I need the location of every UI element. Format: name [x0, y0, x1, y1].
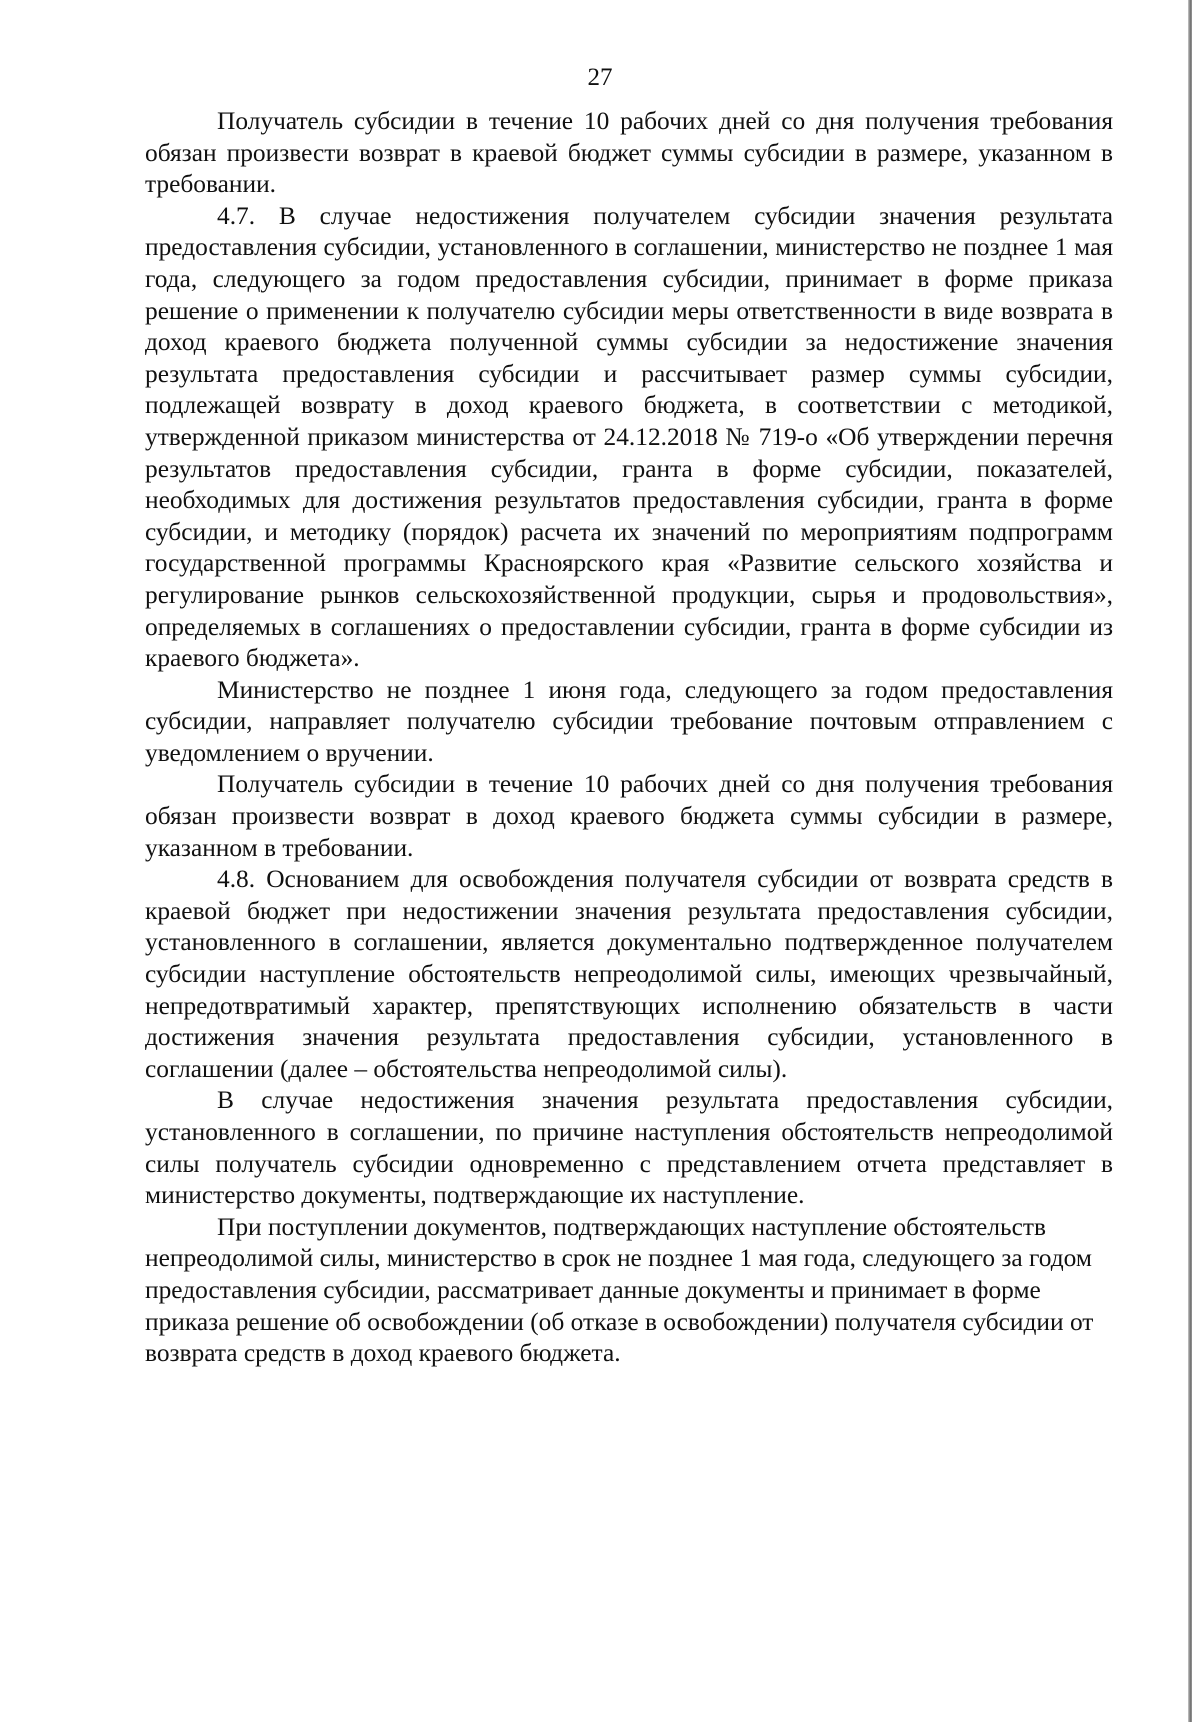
- paragraph-exemption-decision: При поступлении документов, подтверждающих наступление обстоятельств непреодолимой силы, министерство в срок не позднее 1 мая года, следующего за годом предоставления субсидии, рассматривает данные документы и принимает в форме приказа решение об освобождении (об отказе в освобождении) получателя субсидии от возврата средств в доход краевого бюджета.: [145, 1212, 1094, 1368]
- paragraph-4-7: 4.7. В случае недостижения получателем субсидии значения результата предоставления субсидии, установленного в соглашении, министерство не позднее 1 мая года, следующего за годом предоставления субсидии, принимает в форме приказа решение о применении к получателю субсидии меры ответственности в виде возврата в доход краевого бюджета полученной суммы субсидии за недостижение значения результата предоставления субсидии и рассчитывает размер суммы субсидии, подлежащей возврату в доход краевого бюджета, в соответствии с методикой, утвержденной приказом министерства от 24.12.2018 № 719-о «Об утверждении перечня результатов предоставления субсидии, гранта в форме субсидии, показателей, необходимых для достижения результатов предоставления субсидии, гранта в форме субсидии, и методику (порядок) расчета их значений по мероприятиям подпрограмм государственной программы Красноярского края «Развитие сельского хозяйства и регулирование рынков сельскохозяйственной продукции, сырья и продовольствия», определяемых в соглашениях о предоставлении субсидии, гранта в форме субсидии из краевого бюджета».: [145, 201, 1113, 673]
- paragraph-return-to-budget: Получатель субсидии в течение 10 рабочих дней со дня получения требования обязан произвести возврат в краевой бюджет суммы субсидии в размере, указанном в требовании.: [145, 107, 1113, 199]
- page-number: 27: [587, 64, 613, 91]
- paragraph-force-majeure-report: В случае недостижения значения результата предоставления субсидии, установленного в соглашении, по причине наступления обстоятельств непреодолимой силы получатель субсидии одновременно с представлением отчета представляет в министерство документы, подтверждающие их наступление.: [145, 1086, 1113, 1210]
- page-edge-line: [1188, 0, 1192, 1722]
- paragraph-return-to-revenue: Получатель субсидии в течение 10 рабочих дней со дня получения требования обязан произвести возврат в доход краевого бюджета суммы субсидии в размере, указанном в требовании.: [145, 770, 1113, 862]
- paragraph-ministry-demand: Министерство не позднее 1 июня года, следующего за годом предоставления субсидии, направляет получателю субсидии требование почтовым отправлением с уведомлением о вручении.: [145, 675, 1113, 767]
- document-body: [145, 106, 1113, 1370]
- paragraph-4-8: 4.8. Основанием для освобождения получателя субсидии от возврата средств в краевой бюджет при недостижении значения результата предоставления субсидии, установленного в соглашении, является документально подтвержденное получателем субсидии наступление обстоятельств непреодолимой силы, имеющих чрезвычайный, непредотвратимый характер, препятствующих исполнению обязательств в части достижения значения результата предоставления субсидии, установленного в соглашении (далее – обстоятельства непреодолимой силы).: [145, 865, 1113, 1083]
